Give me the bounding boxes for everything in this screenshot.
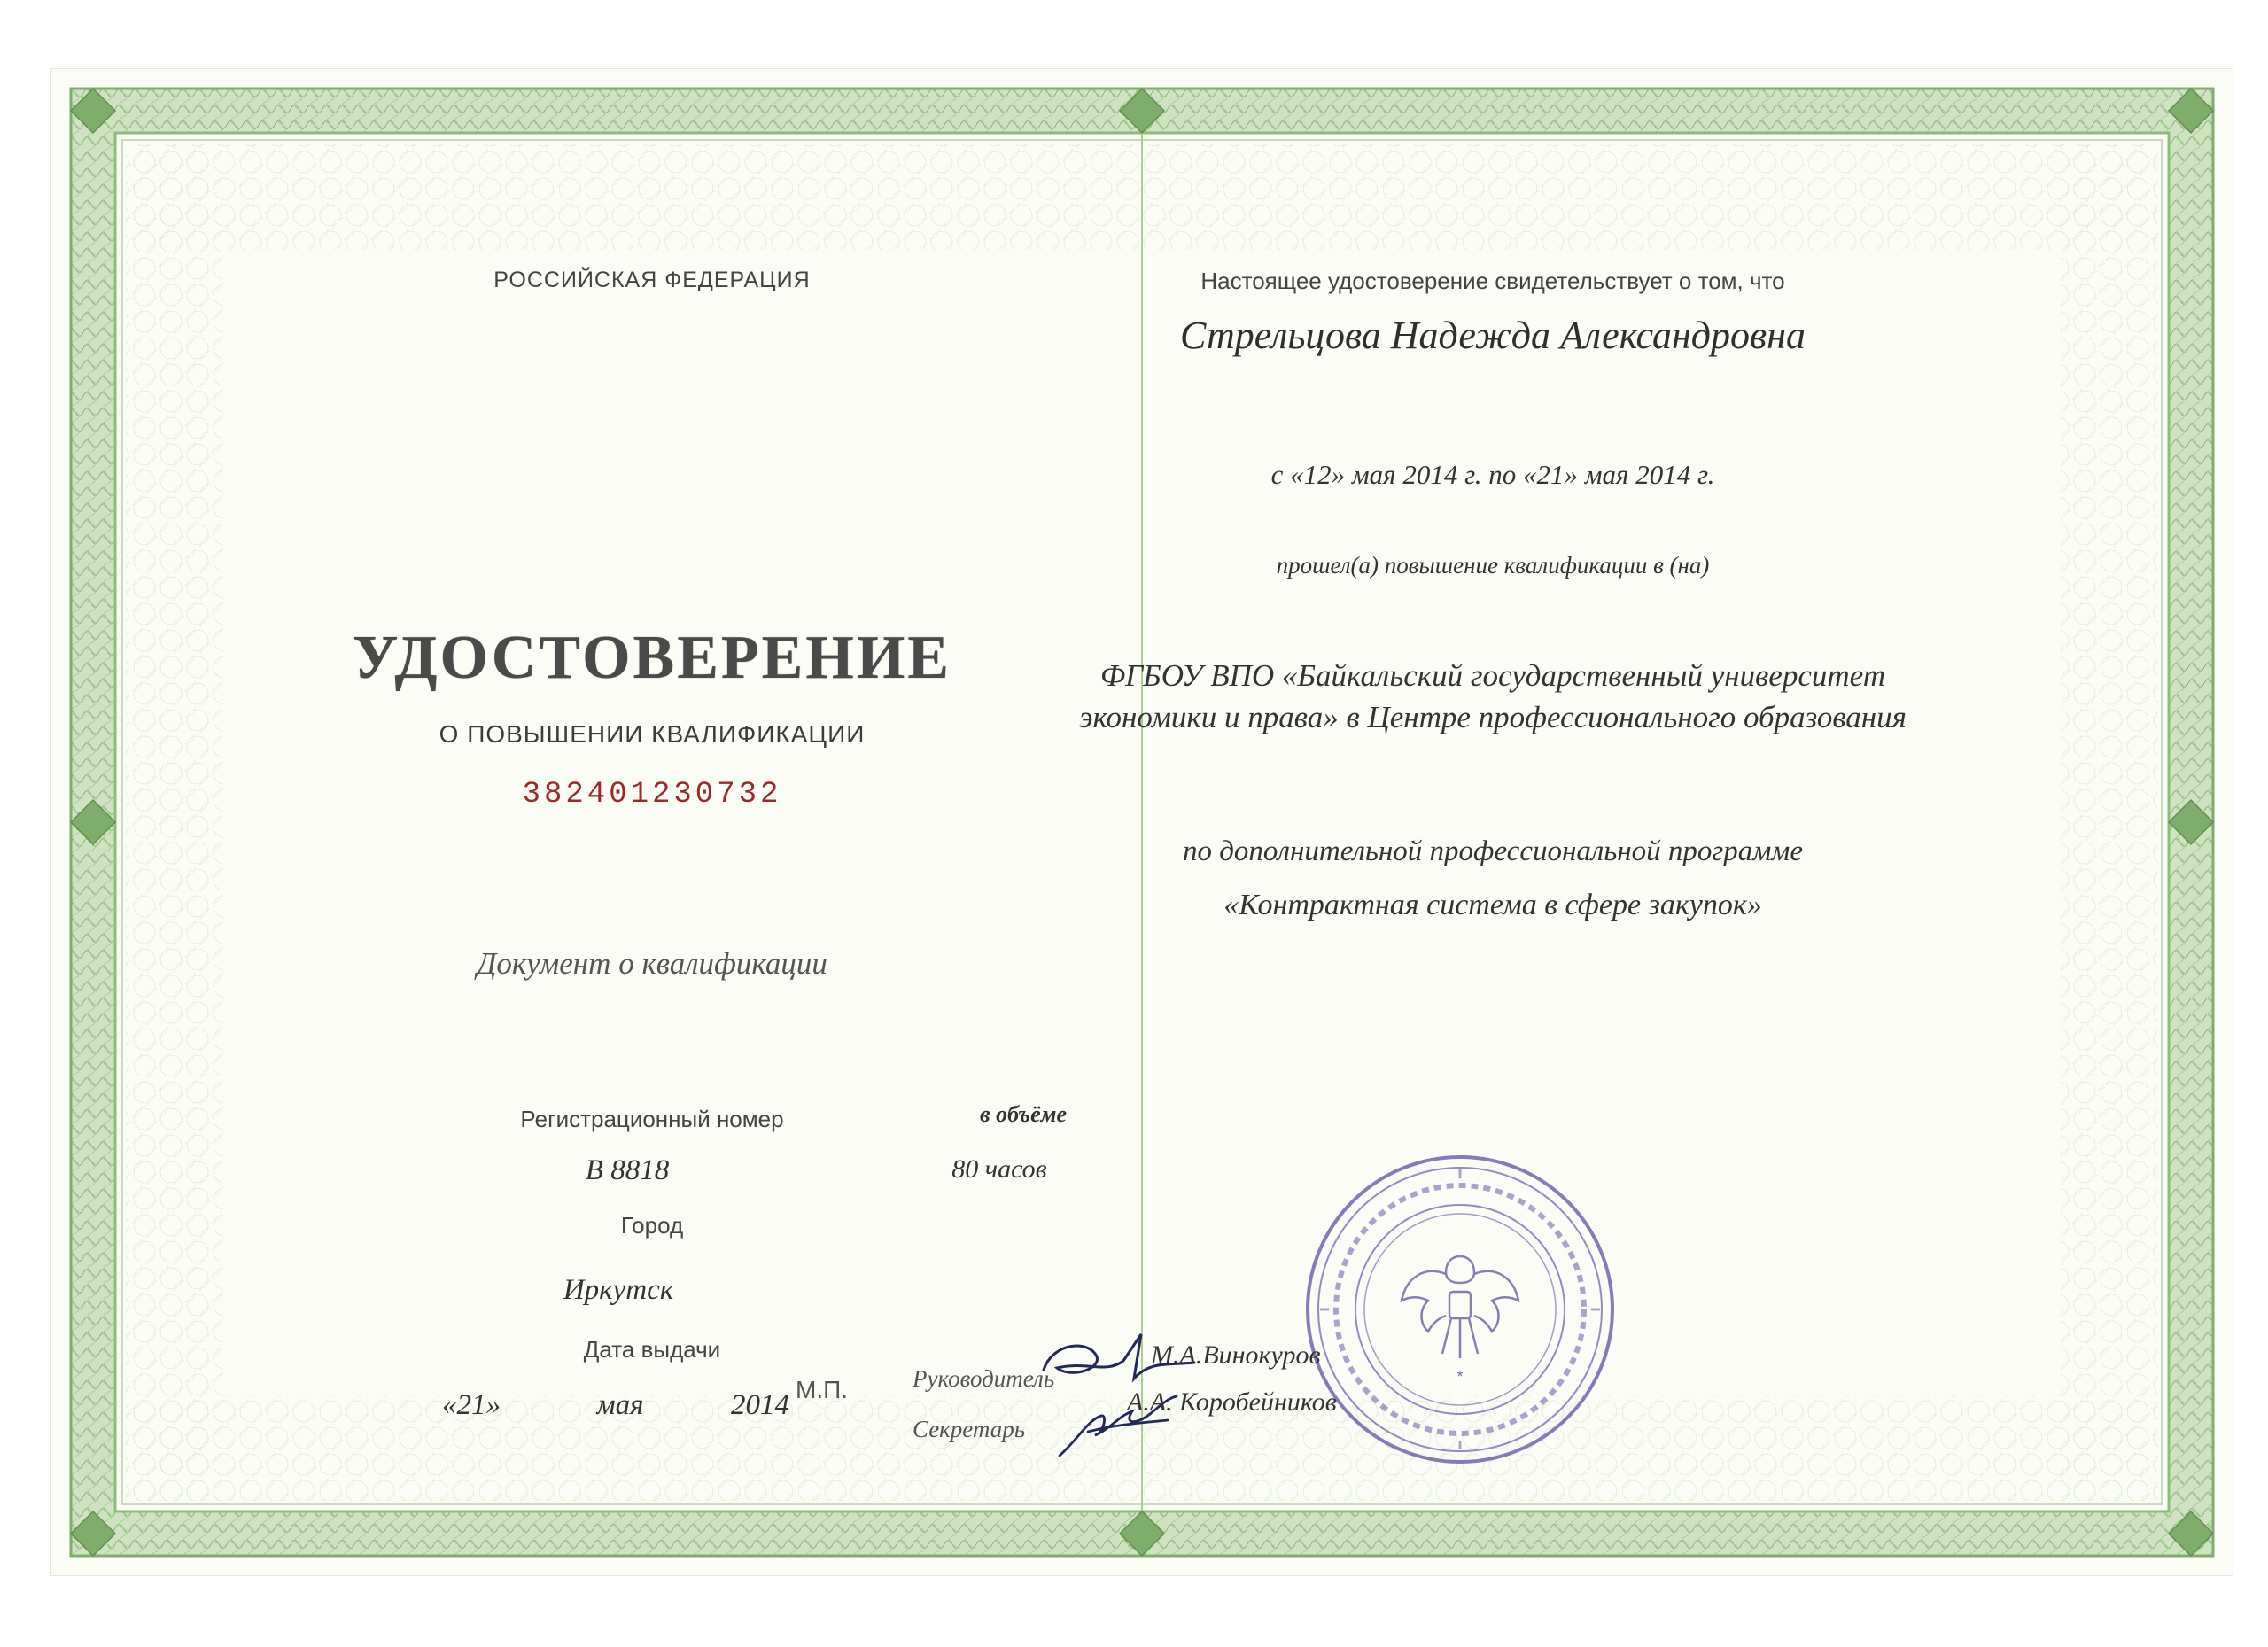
city-value: Иркутск [563,1274,674,1306]
registration-label: Регистрационный номер [520,1106,784,1132]
program-label: по дополнительной профессиональной программе [1182,835,1804,867]
certificate-sheet [51,69,2233,1575]
program-name: «Контрактная система в сфере закупок» [1223,889,1762,921]
head-role: Руководитель [913,1365,1055,1392]
head-name: М.А.Винокуров [1151,1340,1321,1370]
seal-place-label: М.П. [796,1376,849,1403]
organization-line-1: ФГБОУ ВПО «Байкальский государственный университет [1099,658,1886,693]
volume-value: 80 часов [951,1154,1047,1184]
secretary-name: А.А. Коробейников [1127,1387,1337,1417]
intro-text: Настоящее удостоверение свидетельствует о том, что [1200,268,1785,294]
issue-date-day: «21» [442,1389,501,1421]
person-name: Стрельцова Надежда Александровна [1180,314,1806,357]
issue-date-month: мая [596,1389,644,1421]
issue-date-year: 2014 [731,1389,789,1421]
study-period: с «12» мая 2014 г. по «21» мая 2014 г. [1270,459,1715,490]
completion-statement: прошел(а) повышение квалификации в (на) [1276,552,1710,579]
secretary-role: Секретарь [913,1416,1026,1442]
city-label: Город [620,1212,684,1239]
document-type: Документ о квалификации [477,946,827,981]
svg-text:*: * [1456,1368,1464,1386]
organization-line-2: экономики и права» в Центре профессионального образования [1079,700,1907,734]
country-heading: РОССИЙСКАЯ ФЕДЕРАЦИЯ [493,268,811,292]
registration-value: В 8818 [585,1154,670,1186]
certificate-title: УДОСТОВЕРЕНИЕ [353,624,951,692]
issue-date-label: Дата выдачи [583,1336,721,1363]
serial-number: 382401230732 [522,778,782,812]
certificate-subtitle: О ПОВЫШЕНИИ КВАЛИФИКАЦИИ [439,720,866,748]
official-seal-stamp [1301,1150,1619,1469]
volume-label: в объёме [979,1101,1068,1127]
